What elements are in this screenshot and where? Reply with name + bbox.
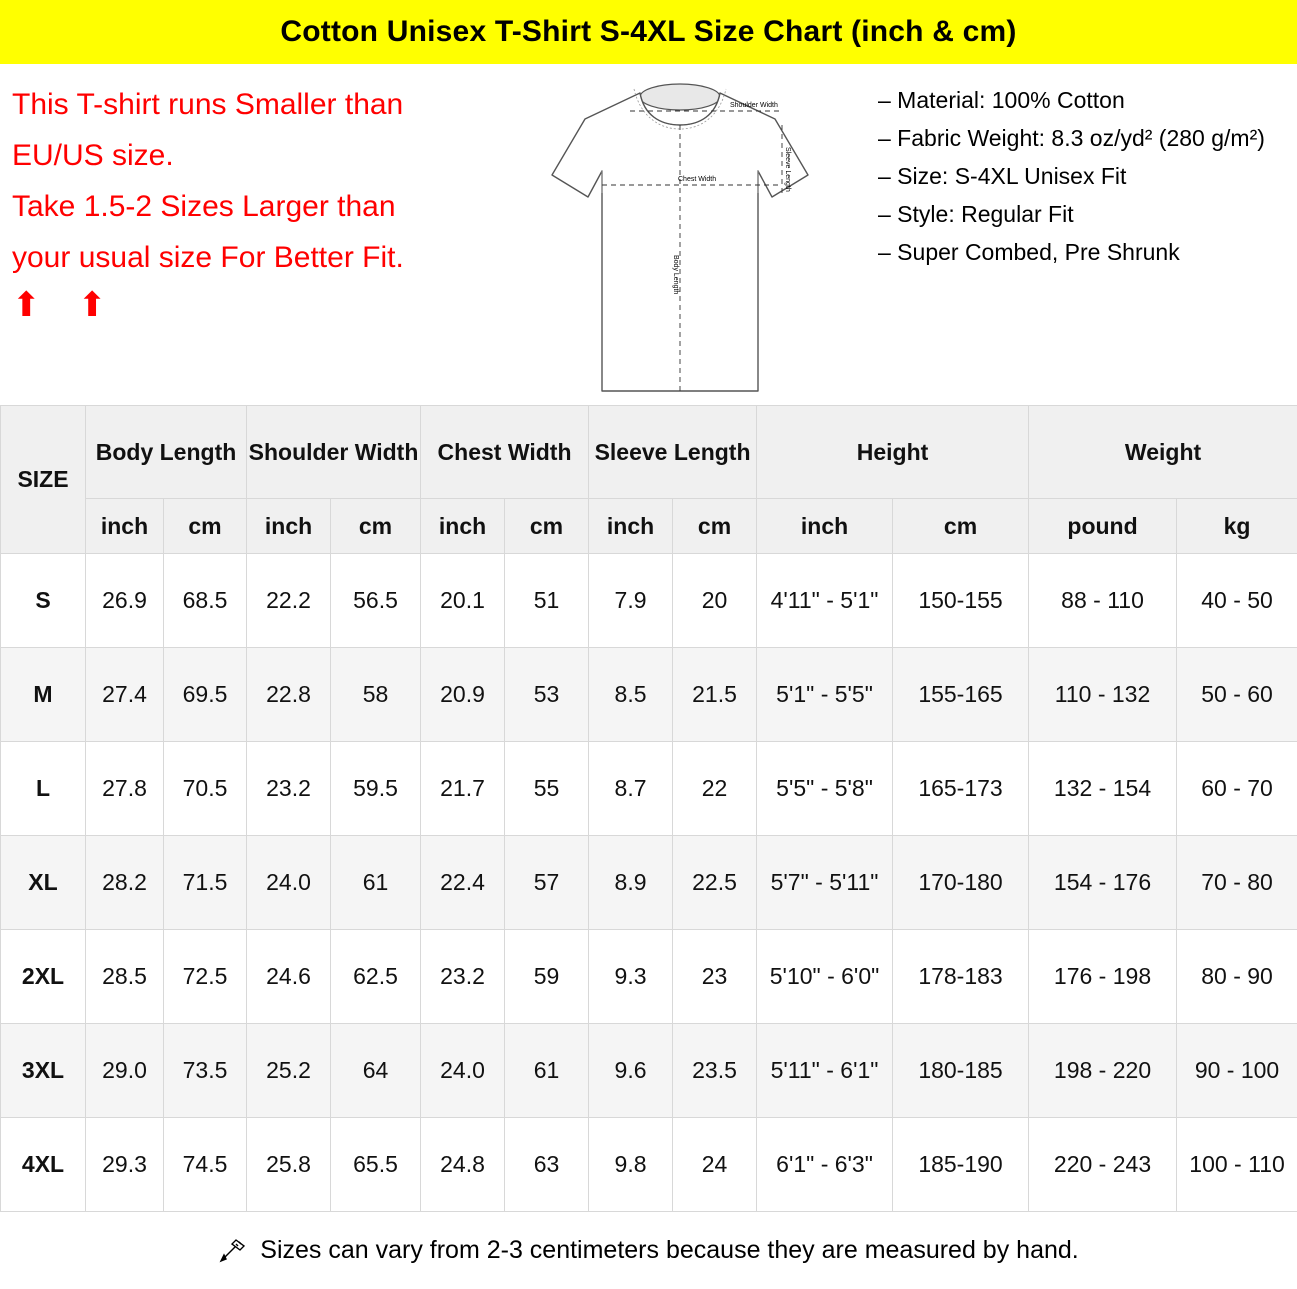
cell: 28.2: [86, 836, 164, 930]
note-line-4: your usual size For Better Fit.: [12, 241, 404, 275]
cell: 70.5: [164, 742, 247, 836]
cell: 150-155: [893, 554, 1029, 648]
unit-shoulder-width-inch: inch: [247, 499, 331, 554]
cell: 23.5: [673, 1024, 757, 1118]
unit-chest-width-cm: cm: [505, 499, 589, 554]
header-chest-width: Chest Width: [421, 406, 589, 499]
table-row: [1, 554, 1297, 648]
cell: 180-185: [893, 1024, 1029, 1118]
tshirt-illustration-svg: [530, 75, 830, 405]
cell: 61: [331, 836, 421, 930]
cell: 28.5: [86, 930, 164, 1024]
sizing-note: [0, 65, 500, 325]
table-row: [1, 648, 1297, 742]
cell: 22: [673, 742, 757, 836]
cell: 65.5: [331, 1118, 421, 1212]
note-line-3: Take 1.5-2 Sizes Larger than: [12, 190, 396, 224]
table-row: [1, 1118, 1297, 1212]
cell: 59.5: [331, 742, 421, 836]
footer-note: [0, 1212, 1297, 1289]
footer-text: Sizes can vary from 2-3 centimeters because they are measured by hand.: [260, 1236, 1079, 1265]
row-size: 4XL: [1, 1118, 86, 1212]
product-specs: [860, 65, 1297, 271]
up-arrows-icon: ⬆ ⬆: [12, 286, 121, 325]
cell: 9.6: [589, 1024, 673, 1118]
cell: 51: [505, 554, 589, 648]
unit-sleeve-length-cm: cm: [673, 499, 757, 554]
cell: 24: [673, 1118, 757, 1212]
unit-shoulder-width-cm: cm: [331, 499, 421, 554]
unit-body-length-inch: inch: [86, 499, 164, 554]
spec-material: – Material: 100% Cotton: [878, 87, 1125, 114]
cell: 63: [505, 1118, 589, 1212]
cell: 176 - 198: [1029, 930, 1177, 1024]
cell: 22.2: [247, 554, 331, 648]
cell: 22.4: [421, 836, 505, 930]
row-size: 3XL: [1, 1024, 86, 1118]
cell: 100 - 110: [1177, 1118, 1297, 1212]
table-row: [1, 930, 1297, 1024]
cell: 8.9: [589, 836, 673, 930]
table-row: [1, 1024, 1297, 1118]
note-line-2: EU/US size.: [12, 139, 174, 173]
cell: 20.9: [421, 648, 505, 742]
cell: 90 - 100: [1177, 1024, 1297, 1118]
unit-weight-kg: kg: [1177, 499, 1297, 554]
cell: 72.5: [164, 930, 247, 1024]
tshirt-diagram: [500, 65, 860, 405]
cell: 5'7" - 5'11": [757, 836, 893, 930]
cell: 9.8: [589, 1118, 673, 1212]
table-row: [1, 836, 1297, 930]
cell: 27.8: [86, 742, 164, 836]
note-line-1: This T-shirt runs Smaller than: [12, 88, 404, 122]
cell: 25.2: [247, 1024, 331, 1118]
label-body-length: Body Length: [672, 255, 679, 295]
cell: 53: [505, 648, 589, 742]
row-size: XL: [1, 836, 86, 930]
cell: 20: [673, 554, 757, 648]
cell: 73.5: [164, 1024, 247, 1118]
cell: 64: [331, 1024, 421, 1118]
cell: 24.0: [247, 836, 331, 930]
row-size: M: [1, 648, 86, 742]
cell: 24.8: [421, 1118, 505, 1212]
cell: 20.1: [421, 554, 505, 648]
cell: 5'5" - 5'8": [757, 742, 893, 836]
cell: 132 - 154: [1029, 742, 1177, 836]
cell: 60 - 70: [1177, 742, 1297, 836]
title-bar: [0, 0, 1297, 65]
cell: 29.0: [86, 1024, 164, 1118]
cell: 50 - 60: [1177, 648, 1297, 742]
cell: 23: [673, 930, 757, 1024]
cell: 220 - 243: [1029, 1118, 1177, 1212]
cell: 23.2: [421, 930, 505, 1024]
row-size: S: [1, 554, 86, 648]
spec-fabric-weight: – Fabric Weight: 8.3 oz/yd² (280 g/m²): [878, 125, 1265, 152]
unit-height-cm: cm: [893, 499, 1029, 554]
cell: 74.5: [164, 1118, 247, 1212]
top-info-region: [0, 65, 1297, 405]
header-shoulder-width: Shoulder Width: [247, 406, 421, 499]
page-title: Cotton Unisex T-Shirt S-4XL Size Chart (inch & cm): [280, 15, 1017, 49]
cell: 23.2: [247, 742, 331, 836]
cell: 8.5: [589, 648, 673, 742]
cell: 71.5: [164, 836, 247, 930]
cell: 69.5: [164, 648, 247, 742]
cell: 88 - 110: [1029, 554, 1177, 648]
cell: 170-180: [893, 836, 1029, 930]
cell: 40 - 50: [1177, 554, 1297, 648]
cell: 56.5: [331, 554, 421, 648]
cell: 55: [505, 742, 589, 836]
cell: 5'10" - 6'0": [757, 930, 893, 1024]
label-shoulder-width: Shoulder Width: [730, 102, 778, 110]
cell: 70 - 80: [1177, 836, 1297, 930]
cell: 21.7: [421, 742, 505, 836]
spec-style: – Style: Regular Fit: [878, 201, 1074, 228]
cell: 165-173: [893, 742, 1029, 836]
cell: 21.5: [673, 648, 757, 742]
cell: 6'1" - 6'3": [757, 1118, 893, 1212]
cell: 24.6: [247, 930, 331, 1024]
size-chart-table: [0, 405, 1297, 1212]
cell: 59: [505, 930, 589, 1024]
unit-sleeve-length-inch: inch: [589, 499, 673, 554]
unit-height-inch: inch: [757, 499, 893, 554]
cell: 7.9: [589, 554, 673, 648]
table-row: [1, 742, 1297, 836]
header-size: SIZE: [1, 406, 86, 554]
cell: 27.4: [86, 648, 164, 742]
cell: 22.5: [673, 836, 757, 930]
cell: 57: [505, 836, 589, 930]
cell: 26.9: [86, 554, 164, 648]
unit-body-length-cm: cm: [164, 499, 247, 554]
label-sleeve-length: Sleeve Length: [784, 147, 791, 193]
unit-chest-width-inch: inch: [421, 499, 505, 554]
cell: 154 - 176: [1029, 836, 1177, 930]
cell: 29.3: [86, 1118, 164, 1212]
cell: 178-183: [893, 930, 1029, 1024]
cell: 8.7: [589, 742, 673, 836]
unit-weight-pound: pound: [1029, 499, 1177, 554]
cell: 185-190: [893, 1118, 1029, 1212]
spec-finish: – Super Combed, Pre Shrunk: [878, 239, 1180, 266]
cell: 68.5: [164, 554, 247, 648]
cell: 110 - 132: [1029, 648, 1177, 742]
header-sleeve-length: Sleeve Length: [589, 406, 757, 499]
cell: 62.5: [331, 930, 421, 1024]
cell: 155-165: [893, 648, 1029, 742]
cell: 5'11" - 6'1": [757, 1024, 893, 1118]
row-size: 2XL: [1, 930, 86, 1024]
cell: 198 - 220: [1029, 1024, 1177, 1118]
cell: 24.0: [421, 1024, 505, 1118]
cell: 22.8: [247, 648, 331, 742]
cell: 25.8: [247, 1118, 331, 1212]
cell: 80 - 90: [1177, 930, 1297, 1024]
cell: 5'1" - 5'5": [757, 648, 893, 742]
spec-size: – Size: S-4XL Unisex Fit: [878, 163, 1127, 190]
cell: 61: [505, 1024, 589, 1118]
header-body-length: Body Length: [86, 406, 247, 499]
cell: 4'11" - 5'1": [757, 554, 893, 648]
header-height: Height: [757, 406, 1029, 499]
cell: 58: [331, 648, 421, 742]
row-size: L: [1, 742, 86, 836]
label-chest-width: Chest Width: [678, 176, 717, 184]
cell: 9.3: [589, 930, 673, 1024]
header-weight: Weight: [1029, 406, 1297, 499]
ruler-icon: [218, 1238, 248, 1264]
